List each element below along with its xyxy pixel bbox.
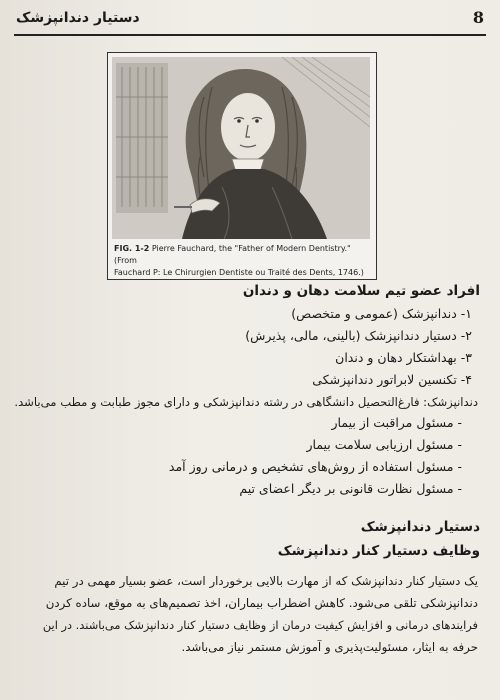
page-header: [14, 8, 486, 36]
list-item: ۴- تکنسین لابراتور دندانپزشکی: [312, 372, 472, 387]
section-heading-team: افراد عضو تیم سلامت دهان و دندان: [242, 283, 480, 299]
portrait-illustration: [112, 57, 370, 239]
bullet-item: - مسئول ارزیابی سلامت بیمار: [306, 437, 462, 452]
paragraph-line: دندانپزشکی تلقی می‌شود. کاهش اضطراب بیماران، اخذ تصمیم‌های به موقع، ساده کردن: [45, 596, 478, 610]
bullet-item: - مسئول نظارت قانونی بر دیگر اعضای تیم: [239, 481, 462, 496]
bullet-item: - مسئول مراقبت از بیمار: [331, 415, 462, 430]
figure: [107, 52, 377, 280]
portrait-engraving: [112, 57, 370, 239]
bullet-item: - مسئول استفاده از روش‌های تشخیص و درمانی روز آمد: [168, 459, 462, 474]
list-item: ۲- دستیار دندانپزشک (بالینی، مالی، پذیرش): [245, 328, 472, 343]
dentist-definition: دندانپزشک: فارغ‌التحصیل دانشگاهی در رشته دندانپزشکی و دارای مجوز طبابت و مطب می‌باشد.: [14, 395, 478, 409]
paragraph-duties: [20, 570, 478, 658]
figure-label: FIG. 1-2: [114, 244, 150, 253]
section-heading-assistant: دستیار دندانپزشک: [360, 519, 480, 535]
paragraph-line: حرفه به ایثار، مسئولیت‌پذیری و آموزش مستمر نیاز می‌باشد.: [181, 640, 478, 654]
caption-main: Pierre Fauchard, the "Father of Modern Dentistry." (From: [114, 244, 351, 265]
running-title: دستیار دندانپزشک: [16, 10, 140, 26]
list-item: ۳- بهداشتکار دهان و دندان: [335, 350, 472, 365]
paragraph-line: فرایندهای درمانی و افزایش کیفیت درمان از وظایف دستیار کنار دندانپزشک می‌باشند. در این: [42, 618, 478, 632]
paragraph-line: یک دستیار کنار دندانپزشک که از مهارت بالایی برخوردار است، عضو بسیار مهمی در تیم: [54, 574, 478, 588]
subheading-assistant-duties: وظایف دستیار کنار دندانپزشک: [277, 543, 480, 559]
list-item: ۱- دندانپزشک (عمومی و متخصص): [291, 306, 472, 321]
figure-caption: [114, 243, 370, 279]
caption-source: Fauchard P: Le Chirurgien Dentiste ou Traité des Dents, 1746.): [114, 268, 364, 277]
page-number: 8: [472, 8, 484, 27]
